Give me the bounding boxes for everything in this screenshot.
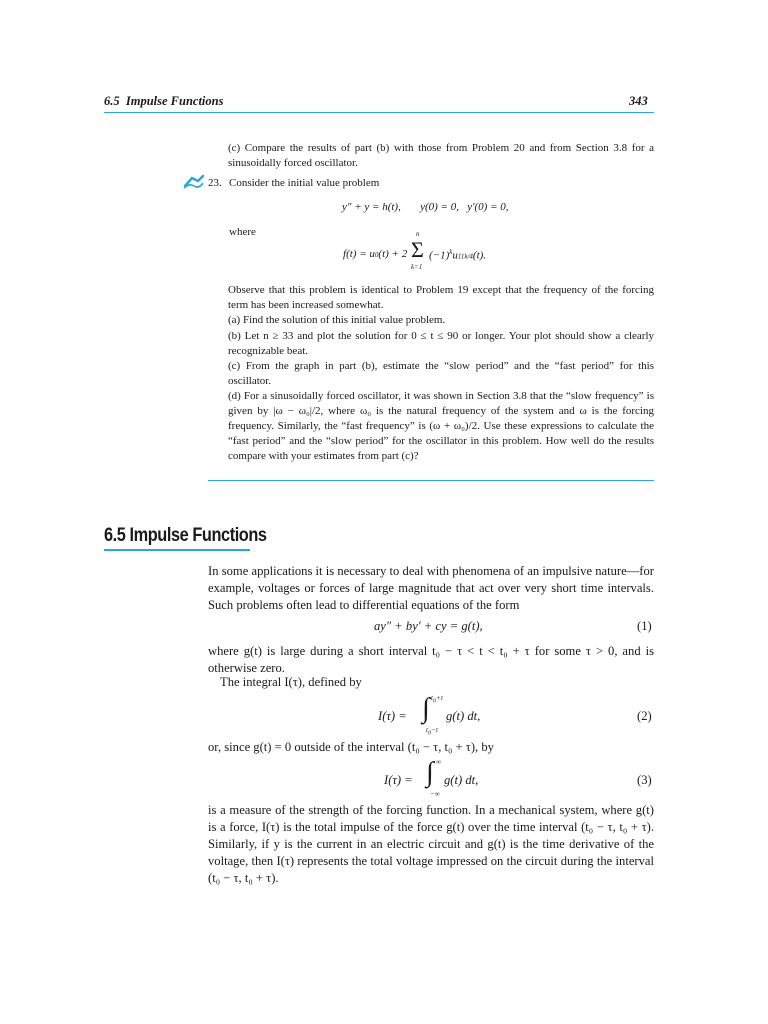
section-paragraph-3: The integral I(τ), defined by — [220, 675, 362, 689]
page-number: 343 — [629, 94, 648, 108]
running-header-section: 6.5 Impulse Functions — [104, 94, 224, 108]
problem-23-part-c: (c) From the graph in part (b), estimate the “slow period” and the “fast period” for this oscillator. — [228, 360, 654, 387]
computer-problem-icon — [183, 174, 205, 190]
problem-23-part-a: (a) Find the solution of this initial value problem. — [228, 314, 446, 326]
section-paragraph-2: where g(t) is large during a short interval t₀ − τ < t < t₀ + τ for some τ > 0, and is otherwise zero. — [208, 644, 654, 675]
equation-1-number: (1) — [637, 619, 652, 633]
problem-23-equation-1: y″ + y = h(t), y(0) = 0, y′(0) = 0, — [342, 201, 509, 213]
section-paragraph-4: or, since g(t) = 0 outside of the interval (t₀ − τ, t₀ + τ), by — [208, 740, 494, 754]
equation-2-number: (2) — [637, 709, 652, 723]
equation-2: I(τ) = ∫ $t_0+\tau$ $t_0-\tau$ g(t) dt, — [378, 693, 481, 737]
problem-22-part-c: (c) Compare the results of part (b) with those from Problem 20 and from Section 3.8 for a sinusoidally forced oscillator. — [228, 142, 654, 169]
problem-23-equation-2: f(t) = u0(t) + 2 n Σ k=1 $(-1)^ku11k/4(t)$. — [343, 230, 487, 271]
section-paragraph-1: In some applications it is necessary to deal with phenomena of an impulsive nature—for example, voltages or forces of large magnitude that act over very short time intervals. Such problems often lead to differential equations of the form — [208, 564, 654, 612]
equation-3: I(τ) = ∫ ∞ −∞ g(t) dt, — [384, 757, 479, 798]
equation-3-number: (3) — [637, 773, 652, 787]
section-paragraph-5: is a measure of the strength of the forcing function. In a mechanical system, where g(t) is a force, I(τ) is the total impulse of the force g(t) over the time interval (t₀ − τ, t₀ + τ). Similarly, if y is the current in an electric circuit and g(t) is the time derivative of the voltage, then I(τ) represents the total voltage impressed on the circuit during the interval (t₀ − τ, t₀ + τ). — [208, 803, 654, 885]
header-rule — [104, 112, 654, 113]
section-title-underline — [104, 549, 250, 551]
problem-23-intro: Consider the initial value problem — [229, 177, 380, 189]
problem-23-observe: Observe that this problem is identical to Problem 19 except that the frequency of the forcing term has been increased somewhat. — [228, 284, 654, 311]
problem-23-number: 23. — [208, 177, 222, 189]
problem-23-where: where — [229, 226, 256, 238]
equation-1: ay″ + by′ + cy = g(t), — [374, 619, 483, 633]
section-title: 6.5 Impulse Functions — [104, 525, 267, 546]
problems-end-rule — [208, 480, 654, 481]
problem-23-part-b: (b) Let n ≥ 33 and plot the solution for 0 ≤ t ≤ 90 or longer. Your plot should show a clearly recognizable beat. — [228, 330, 654, 357]
problem-23-part-d: (d) For a sinusoidally forced oscillator, it was shown in Section 3.8 that the “slow frequency” is given by |ω − ω₀|/2, where ω₀ is the natural frequency of the system and ω is the forcing frequency. Similarly, the “fast frequency” is (ω + ω₀)/2. Use these expressions to calculate the “fast period” and the “slow period” for the oscillator in this problem. How well do the results compare with your estimates from part (c)? — [228, 390, 654, 462]
